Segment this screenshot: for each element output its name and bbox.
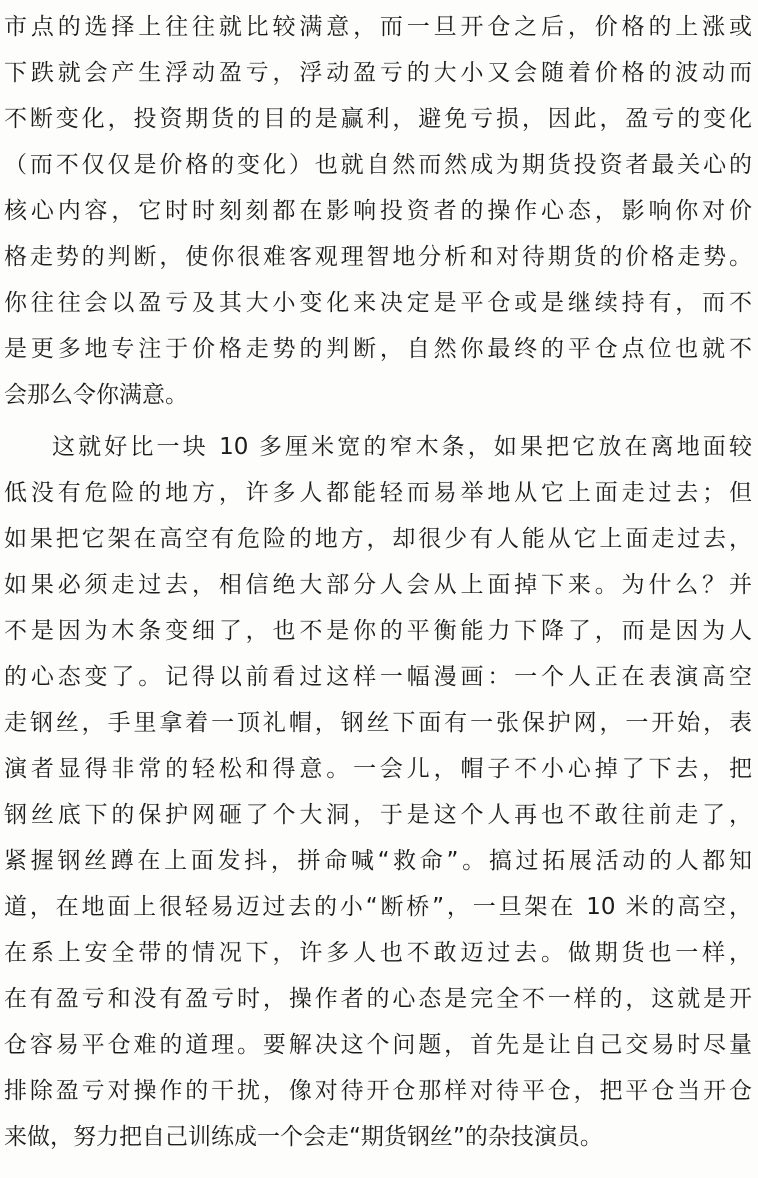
paragraph-2-line-12: 在系上安全带的情况下，许多人也不敢迈过去。做期货也一样， [4, 940, 752, 966]
paragraph-1-line-4: （而不仅仅是价格的变化）也就自然而然成为期货投资者最关心的 [4, 152, 752, 178]
paragraph-2-line-5: 不是因为木条变细了，也不是你的平衡能力下降了，而是因为人 [4, 618, 752, 644]
paragraph-1-line-1: 市点的选择上往往就比较满意，而一旦开仓之后，价格的上涨或 [4, 14, 752, 40]
paragraph-2-line-6: 的心态变了。记得以前看过这样一幅漫画：一个人正在表演高空 [4, 664, 752, 690]
paragraph-2-line-8: 演者显得非常的轻松和得意。一会儿，帽子不小心掉了下去，把 [4, 756, 752, 782]
paragraph-2-line-16: 来做，努力把自己训练成一个会走“期货钢丝”的杂技演员。 [4, 1124, 603, 1150]
paragraph-1-line-7: 你往往会以盈亏及其大小变化来决定是平仓或是继续持有，而不 [4, 290, 752, 316]
paragraph-2-line-4: 如果必须走过去，相信绝大部分人会从上面掉下来。为什么？并 [4, 572, 752, 598]
paragraph-2-line-11: 道，在地面上很轻易迈过去的小“断桥”，一旦架在 10 米的高空， [4, 894, 752, 920]
paragraph-2-line-9: 钢丝底下的保护网砸了个大洞，于是这个人再也不敢往前走了， [4, 802, 752, 828]
paragraph-1-line-2: 下跌就会产生浮动盈亏，浮动盈亏的大小又会随着价格的波动而 [4, 60, 752, 86]
paragraph-1-line-9: 会那么令你满意。 [4, 382, 188, 408]
paragraph-1-line-3: 不断变化，投资期货的目的是赢利，避免亏损，因此，盈亏的变化 [4, 106, 752, 132]
paragraph-1-line-6: 格走势的判断，使你很难客观理智地分析和对待期货的价格走势。 [4, 244, 752, 270]
paragraph-1-line-8: 是更多地专注于价格走势的判断，自然你最终的平仓点位也就不 [4, 336, 752, 362]
paragraph-1-line-5: 核心内容，它时时刻刻都在影响投资者的操作心态，影响你对价 [4, 198, 752, 224]
paragraph-2-line-10: 紧握钢丝蹲在上面发抖，拼命喊“救命”。搞过拓展活动的人都知 [4, 848, 752, 874]
paragraph-2-line-7: 走钢丝，手里拿着一顶礼帽，钢丝下面有一张保护网，一开始，表 [4, 710, 752, 736]
paragraph-2-line-15: 排除盈亏对操作的干扰，像对待开仓那样对待平仓，把平仓当开仓 [4, 1078, 752, 1104]
paragraph-2-line-3: 如果把它架在高空有危险的地方，却很少有人能从它上面走过去， [4, 526, 752, 552]
paragraph-2-line-2: 低没有危险的地方，许多人都能轻而易举地从它上面走过去；但 [4, 480, 752, 506]
paragraph-2-line-14: 仓容易平仓难的道理。要解决这个问题，首先是让自己交易时尽量 [4, 1032, 752, 1058]
paragraph-2-line-1: 这就好比一块 10 多厘米宽的窄木条，如果把它放在离地面较 [52, 434, 752, 460]
paragraph-2-line-13: 在有盈亏和没有盈亏时，操作者的心态是完全不一样的，这就是开 [4, 986, 752, 1012]
